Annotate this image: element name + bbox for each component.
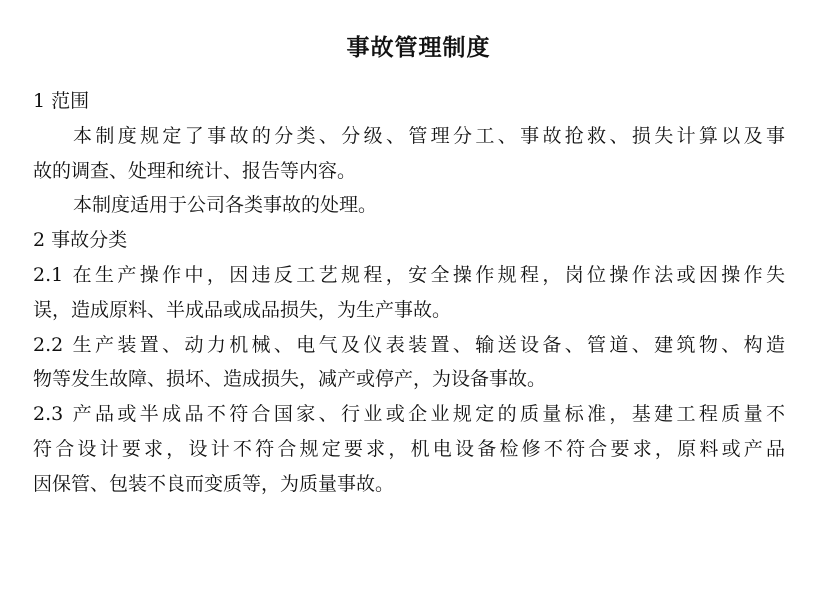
paragraph-line: 故的调查、处理和统计、报告等内容。	[33, 159, 357, 182]
section-heading-scope: 1 范围	[33, 90, 90, 112]
clause-line: 物等发生故障、损坏、造成损失，减产或停产，为设备事故。	[33, 368, 547, 391]
clause-line: 因保管、包装不良而变质等，为质量事故。	[33, 472, 395, 495]
clause-line: 2.1 在生产操作中，因违反工艺规程，安全操作规程，岗位操作法或因操作失	[33, 263, 785, 286]
clause-line: 符合设计要求，设计不符合规定要求，机电设备检修不符合要求，原料或产品	[33, 437, 785, 460]
paragraph-line: 本制度规定了事故的分类、分级、管理分工、事故抢救、损失计算以及事	[73, 124, 785, 147]
document-body	[33, 84, 785, 502]
clause-line: 2.3 产品或半成品不符合国家、行业或企业规定的质量标准，基建工程质量不	[33, 403, 785, 426]
section-heading-classification: 2 事故分类	[33, 229, 128, 252]
document-title: 事故管理制度	[346, 34, 491, 61]
clause-line: 误，造成原料、半成品或成品损失，为生产事故。	[33, 298, 452, 321]
paragraph-line: 本制度适用于公司各类事故的处理。	[73, 194, 378, 217]
clause-line: 2.2 生产装置、动力机械、电气及仪表装置、输送设备、管道、建筑物、构造	[33, 333, 785, 356]
